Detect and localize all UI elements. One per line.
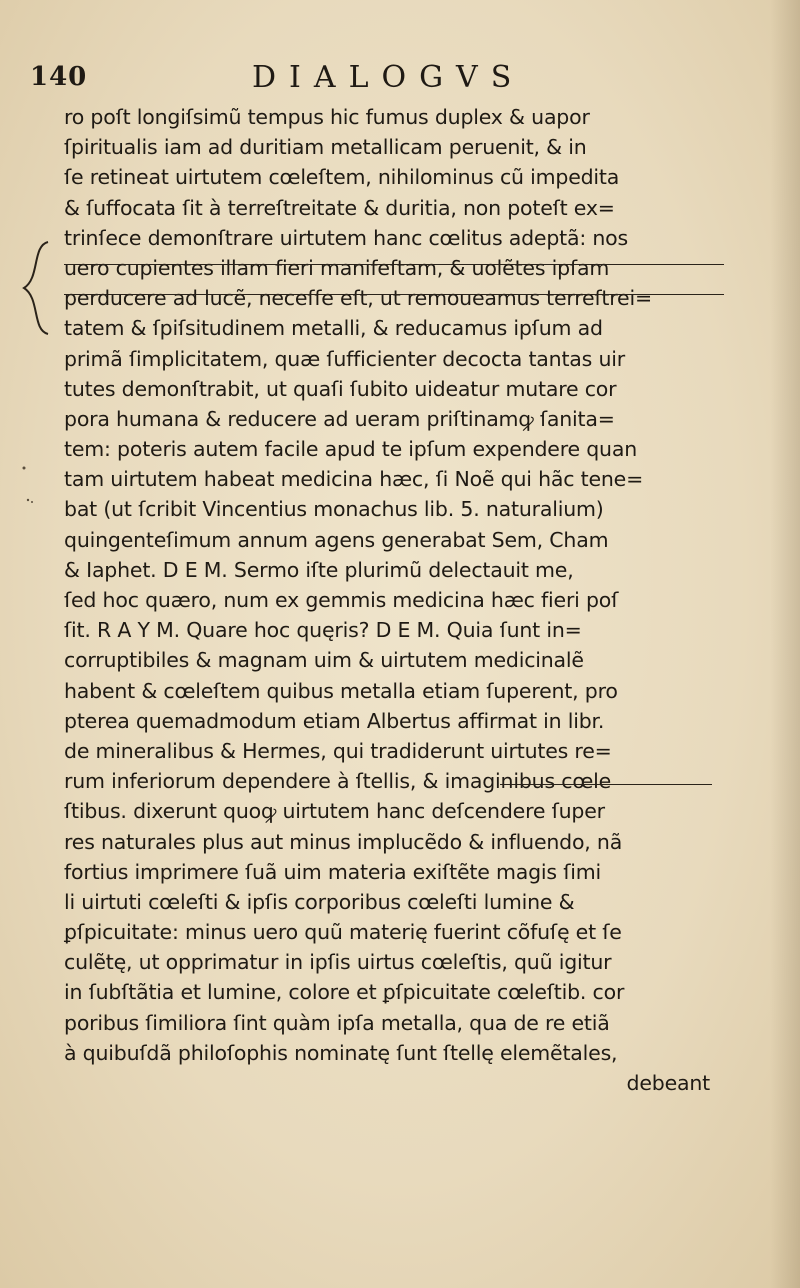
text-line: ſit. R A Y M. Quare hoc quęris? D E M. Quia ſunt in= xyxy=(64,618,582,643)
margin-brace-mark xyxy=(18,238,58,338)
text-line: pterea quemadmodum etiam Albertus affirmat in libr. xyxy=(64,708,605,733)
page-edge-shadow xyxy=(770,0,800,1288)
text-line: quingenteſimum annum agens generabat Sem, Cham xyxy=(64,527,609,552)
running-head: DIALOGVS xyxy=(252,60,525,95)
text-line: tutes demonſtrabit, ut quaſi ſubito uideatur mutare cor xyxy=(64,376,617,401)
text-line: ſpiritualis iam ad duritiam metallicam peruenit, & in xyxy=(64,135,587,160)
body-text xyxy=(64,102,714,1098)
text-line: poribus ſimiliora ſint quàm ipſa metalla, qua de re etiã xyxy=(64,1010,610,1035)
text-line: à quibuſdã philoſophis nominatę ſunt ſtellę elemẽtales, xyxy=(64,1040,618,1065)
text-line: tatem & ſpiſsitudinem metalli, & reducamus ipſum ad xyxy=(64,316,603,341)
text-line: ro poſt longiſsimũ tempus hic fumus duplex & uapor xyxy=(64,105,590,129)
text-line: li uirtuti cœleſti & ipſis corporibus cœleſti lumine & xyxy=(64,889,575,914)
text-line: ꝑſpicuitate: minus uero quũ materię fuerint cõfuſę et ſe xyxy=(64,920,622,945)
text-line: & ſuffocata ſit à terreſtreitate & duritia, non poteſt ex= xyxy=(64,195,615,220)
text-line: bat (ut ſcribit Vincentius monachus lib. 5. naturalium) xyxy=(64,497,604,522)
text-line: perducere ad lucẽ, neceſſe eſt, ut remoueamus terreſtrei= xyxy=(64,286,652,311)
text-line: tem: poteris autem facile apud te ipſum expendere quan xyxy=(64,437,637,462)
text-line: ſed hoc quæro, num ex gemmis medicina hæc fieri poſ xyxy=(64,588,619,612)
text-line: ſtibus. dixerunt quoꝙ uirtutem hanc deſcendere ſuper xyxy=(64,799,605,824)
margin-speck-mark xyxy=(18,462,36,516)
text-line: de mineralibus & Hermes, qui tradiderunt uirtutes re= xyxy=(64,738,612,763)
text-line: pora humana & reducere ad ueram priſtinamꝙ ſanita= xyxy=(64,406,615,431)
text-line: habent & cœleſtem quibus metalla etiam ſuperent, pro xyxy=(64,678,618,703)
text-line: corruptibiles & magnam uim & uirtutem medicinalẽ xyxy=(64,648,584,673)
text-line: res naturales plus aut minus implucẽdo & influendo, nã xyxy=(64,829,623,854)
page-header xyxy=(30,58,770,98)
text-line: primã ſimplicitatem, quæ ſufficienter decocta tantas uir xyxy=(64,346,625,371)
text-line: ſe retineat uirtutem cœleſtem, nihilominus cũ impedita xyxy=(64,165,620,190)
text-line: fortius imprimere ſuã uim materia exiſtẽte magis ſimi xyxy=(64,859,601,884)
text-line: tam uirtutem habeat medicina hæc, ſi Noẽ qui hãc tene= xyxy=(64,467,644,492)
catchword: debeant xyxy=(626,1071,710,1095)
text-line: rum inferiorum dependere à ſtellis, & imaginibus cœle xyxy=(64,769,611,794)
text-line: uero cupientes illam fieri manifeſtam, & uolẽtes ipſam xyxy=(64,255,610,280)
text-line: culẽtę, ut opprimatur in ipſis uirtus cœleſtis, quũ igitur xyxy=(64,950,612,975)
text-line: trinſece demonſtrare uirtutem hanc cœlitus adeptã: nos xyxy=(64,225,628,250)
text-line: in ſubſtãtia et lumine, colore et ꝑſpicuitate cœleſtib. cor xyxy=(64,980,625,1005)
text-line: & Iaphet. D E M. Sermo iſte plurimũ delectauit me, xyxy=(64,557,574,582)
page-number: 140 xyxy=(30,62,88,92)
